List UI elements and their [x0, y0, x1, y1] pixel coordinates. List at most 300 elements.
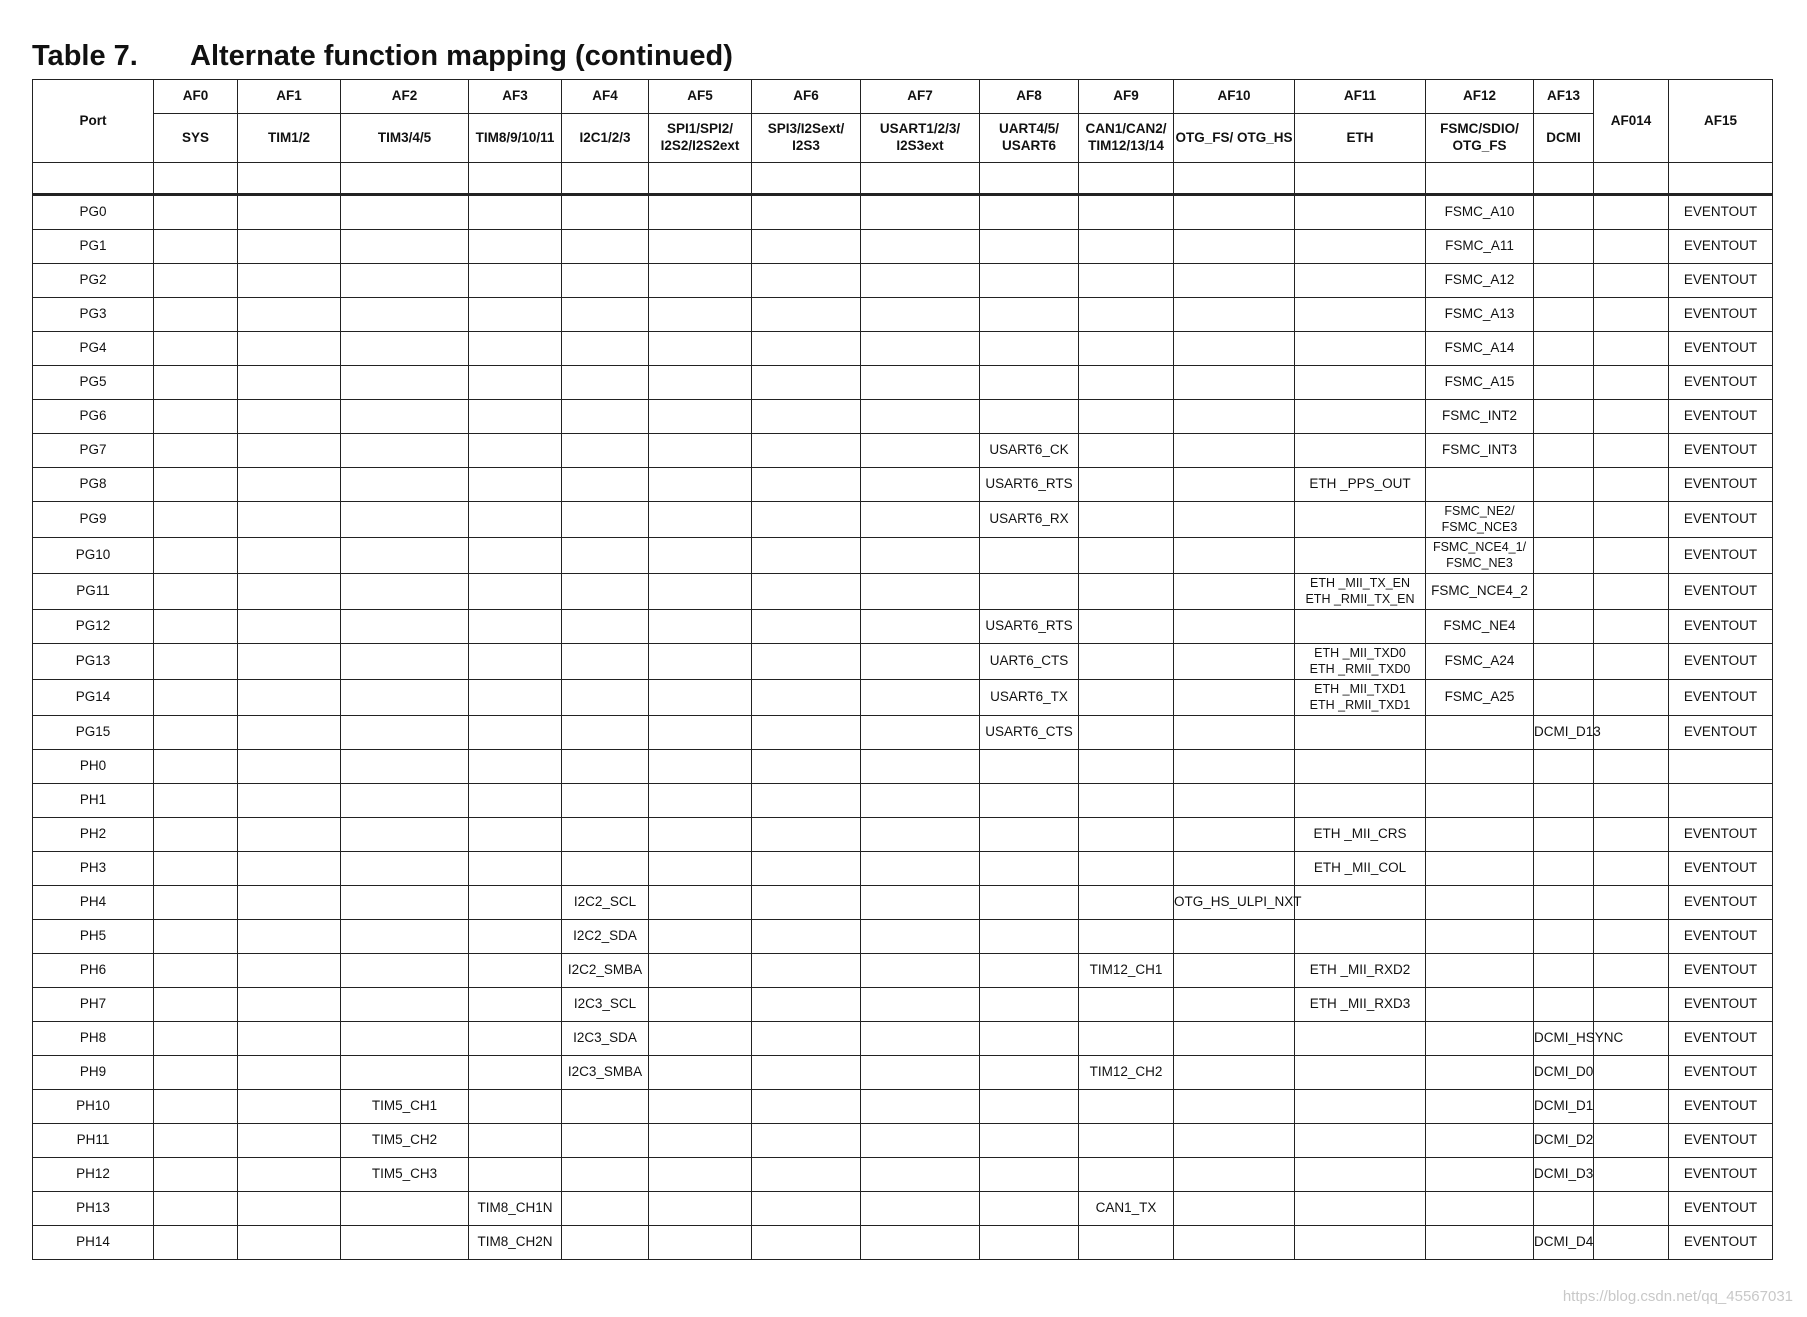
table-row: [33, 1090, 1773, 1124]
af10-cell: [1174, 784, 1295, 818]
blank-cell: [752, 163, 861, 195]
af10-cell: [1174, 400, 1295, 434]
af7-cell: [861, 502, 980, 538]
header-row-af: [33, 80, 1773, 114]
port-cell: PH3: [33, 852, 154, 886]
af3-cell: [469, 1022, 562, 1056]
header-function-af1: TIM1/2: [238, 114, 341, 163]
af6-cell: [752, 1192, 861, 1226]
af6-cell: [752, 644, 861, 680]
af8-cell: USART6_RX: [980, 502, 1079, 538]
af5-cell: [649, 852, 752, 886]
af1-cell: [238, 920, 341, 954]
table-row: [33, 230, 1773, 264]
af1-cell: [238, 400, 341, 434]
af6-cell: [752, 434, 861, 468]
table-row: [33, 400, 1773, 434]
af15-cell: EVENTOUT: [1669, 852, 1773, 886]
af2-cell: TIM5_CH2: [341, 1124, 469, 1158]
af15-cell: EVENTOUT: [1669, 195, 1773, 230]
af2-cell: TIM5_CH3: [341, 1158, 469, 1192]
af0-cell: [154, 434, 238, 468]
af9-cell: [1079, 784, 1174, 818]
blank-cell: [238, 163, 341, 195]
af2-cell: [341, 784, 469, 818]
af3-cell: [469, 195, 562, 230]
af8-cell: [980, 230, 1079, 264]
af4-cell: [562, 264, 649, 298]
af15-cell: EVENTOUT: [1669, 468, 1773, 502]
header-af-8: AF8: [980, 80, 1079, 114]
af5-cell: [649, 1090, 752, 1124]
af10-cell: [1174, 366, 1295, 400]
af15-cell: EVENTOUT: [1669, 886, 1773, 920]
af9-cell: [1079, 195, 1174, 230]
af3-cell: [469, 264, 562, 298]
table-caption: Alternate function mapping (continued): [190, 40, 733, 72]
af3-cell: [469, 502, 562, 538]
port-cell: PG2: [33, 264, 154, 298]
af3-cell: [469, 332, 562, 366]
af7-cell: [861, 230, 980, 264]
af3-cell: [469, 574, 562, 610]
af4-cell: [562, 818, 649, 852]
af7-cell: [861, 716, 980, 750]
af4-cell: [562, 1124, 649, 1158]
af12-cell: FSMC_NCE4_1/ FSMC_NE3: [1426, 538, 1534, 574]
af11-cell: [1295, 1124, 1426, 1158]
af2-cell: [341, 1022, 469, 1056]
af10-cell: [1174, 954, 1295, 988]
af7-cell: [861, 332, 980, 366]
header-function-af6: SPI3/I2Sext/ I2S3: [752, 114, 861, 163]
table-title: [32, 40, 733, 73]
af5-cell: [649, 1192, 752, 1226]
af13-cell: [1534, 468, 1594, 502]
af3-cell: [469, 298, 562, 332]
af7-cell: [861, 784, 980, 818]
header-function-af4: I2C1/2/3: [562, 114, 649, 163]
af10-cell: [1174, 332, 1295, 366]
af2-cell: [341, 852, 469, 886]
af11-cell: [1295, 264, 1426, 298]
af11-cell: [1295, 1226, 1426, 1260]
af6-cell: [752, 538, 861, 574]
af13-cell: [1534, 644, 1594, 680]
af1-cell: [238, 886, 341, 920]
header-af-11: AF11: [1295, 80, 1426, 114]
table-row: [33, 954, 1773, 988]
af4-cell: I2C2_SCL: [562, 886, 649, 920]
af12-cell: FSMC_INT2: [1426, 400, 1534, 434]
blank-cell: [33, 163, 154, 195]
af6-cell: [752, 954, 861, 988]
af14-cell: [1594, 784, 1669, 818]
table-row: [33, 818, 1773, 852]
blank-cell: [861, 163, 980, 195]
af8-cell: [980, 1090, 1079, 1124]
blank-cell: [469, 163, 562, 195]
af5-cell: [649, 920, 752, 954]
af11-cell: [1295, 400, 1426, 434]
af2-cell: [341, 610, 469, 644]
af0-cell: [154, 574, 238, 610]
header-af-10: AF10: [1174, 80, 1295, 114]
af5-cell: [649, 954, 752, 988]
af14-cell: [1594, 434, 1669, 468]
af7-cell: [861, 1124, 980, 1158]
af10-cell: [1174, 750, 1295, 784]
af10-cell: [1174, 1022, 1295, 1056]
af0-cell: [154, 852, 238, 886]
af7-cell: [861, 366, 980, 400]
af13-cell: DCMI_D2: [1534, 1124, 1594, 1158]
af13-cell: [1534, 298, 1594, 332]
af15-cell: EVENTOUT: [1669, 230, 1773, 264]
header-af-4: AF4: [562, 80, 649, 114]
blank-cell: [1426, 163, 1534, 195]
af5-cell: [649, 332, 752, 366]
port-cell: PH8: [33, 1022, 154, 1056]
af13-cell: DCMI_HSYNC: [1534, 1022, 1594, 1056]
af10-cell: [1174, 574, 1295, 610]
table-row: [33, 1124, 1773, 1158]
header-function-af10: OTG_FS/ OTG_HS: [1174, 114, 1295, 163]
af6-cell: [752, 1158, 861, 1192]
af4-cell: [562, 716, 649, 750]
af10-cell: [1174, 195, 1295, 230]
af0-cell: [154, 1158, 238, 1192]
af10-cell: [1174, 1090, 1295, 1124]
port-cell: PG12: [33, 610, 154, 644]
af13-cell: [1534, 1192, 1594, 1226]
af0-cell: [154, 644, 238, 680]
af1-cell: [238, 366, 341, 400]
af1-cell: [238, 750, 341, 784]
af0-cell: [154, 366, 238, 400]
af3-cell: TIM8_CH1N: [469, 1192, 562, 1226]
af2-cell: [341, 400, 469, 434]
af4-cell: [562, 538, 649, 574]
port-cell: PH7: [33, 988, 154, 1022]
table-row: [33, 680, 1773, 716]
af2-cell: [341, 468, 469, 502]
af2-cell: [341, 502, 469, 538]
af2-cell: [341, 988, 469, 1022]
af13-cell: [1534, 750, 1594, 784]
af6-cell: [752, 502, 861, 538]
table-row: [33, 988, 1773, 1022]
af9-cell: [1079, 332, 1174, 366]
af0-cell: [154, 1022, 238, 1056]
blank-cell: [154, 163, 238, 195]
af13-cell: DCMI_D4: [1534, 1226, 1594, 1260]
af9-cell: [1079, 818, 1174, 852]
af14-cell: [1594, 1124, 1669, 1158]
af4-cell: [562, 298, 649, 332]
af10-cell: [1174, 434, 1295, 468]
af10-cell: [1174, 230, 1295, 264]
af4-cell: [562, 750, 649, 784]
af7-cell: [861, 1158, 980, 1192]
af13-cell: [1534, 680, 1594, 716]
af5-cell: [649, 988, 752, 1022]
af4-cell: I2C2_SDA: [562, 920, 649, 954]
port-cell: PG6: [33, 400, 154, 434]
af1-cell: [238, 502, 341, 538]
af4-cell: [562, 784, 649, 818]
af2-cell: [341, 1192, 469, 1226]
af3-cell: [469, 988, 562, 1022]
af11-cell: ETH _PPS_OUT: [1295, 468, 1426, 502]
af8-cell: [980, 1192, 1079, 1226]
af12-cell: FSMC_NE2/ FSMC_NCE3: [1426, 502, 1534, 538]
af8-cell: [980, 784, 1079, 818]
table-row: [33, 920, 1773, 954]
af4-cell: [562, 1090, 649, 1124]
af5-cell: [649, 1022, 752, 1056]
af1-cell: [238, 264, 341, 298]
af13-cell: [1534, 434, 1594, 468]
af13-cell: [1534, 886, 1594, 920]
af8-cell: [980, 1158, 1079, 1192]
af10-cell: [1174, 988, 1295, 1022]
af13-cell: [1534, 818, 1594, 852]
af9-cell: [1079, 920, 1174, 954]
af14-cell: [1594, 230, 1669, 264]
af3-cell: [469, 750, 562, 784]
af10-cell: [1174, 716, 1295, 750]
table-row: [33, 298, 1773, 332]
af14-cell: [1594, 332, 1669, 366]
af7-cell: [861, 400, 980, 434]
af12-cell: FSMC_A25: [1426, 680, 1534, 716]
af12-cell: FSMC_INT3: [1426, 434, 1534, 468]
af5-cell: [649, 716, 752, 750]
af8-cell: USART6_TX: [980, 680, 1079, 716]
blank-cell: [341, 163, 469, 195]
af14-cell: [1594, 574, 1669, 610]
af9-cell: [1079, 1124, 1174, 1158]
af4-cell: [562, 610, 649, 644]
af11-cell: [1295, 366, 1426, 400]
af11-cell: ETH _MII_TX_EN ETH _RMII_TX_EN: [1295, 574, 1426, 610]
af3-cell: [469, 818, 562, 852]
af12-cell: FSMC_A14: [1426, 332, 1534, 366]
header-af-15: AF15: [1669, 80, 1773, 163]
table-row: [33, 332, 1773, 366]
af14-cell: [1594, 264, 1669, 298]
af10-cell: [1174, 644, 1295, 680]
af12-cell: FSMC_NE4: [1426, 610, 1534, 644]
af11-cell: [1295, 230, 1426, 264]
af3-cell: [469, 230, 562, 264]
port-cell: PH13: [33, 1192, 154, 1226]
af2-cell: [341, 750, 469, 784]
af10-cell: [1174, 298, 1295, 332]
af2-cell: [341, 332, 469, 366]
header-function-af0: SYS: [154, 114, 238, 163]
af9-cell: [1079, 264, 1174, 298]
af10-cell: [1174, 1192, 1295, 1226]
af2-cell: [341, 538, 469, 574]
af13-cell: [1534, 502, 1594, 538]
af15-cell: EVENTOUT: [1669, 1158, 1773, 1192]
af8-cell: [980, 750, 1079, 784]
af4-cell: [562, 400, 649, 434]
blank-cell: [1079, 163, 1174, 195]
af12-cell: FSMC_A13: [1426, 298, 1534, 332]
af6-cell: [752, 468, 861, 502]
af12-cell: [1426, 1090, 1534, 1124]
port-cell: PG13: [33, 644, 154, 680]
af1-cell: [238, 298, 341, 332]
af5-cell: [649, 1226, 752, 1260]
header-af-1: AF1: [238, 80, 341, 114]
af15-cell: [1669, 750, 1773, 784]
blank-cell: [562, 163, 649, 195]
af5-cell: [649, 1056, 752, 1090]
af2-cell: [341, 920, 469, 954]
af12-cell: [1426, 1158, 1534, 1192]
af10-cell: [1174, 852, 1295, 886]
af0-cell: [154, 920, 238, 954]
af14-cell: [1594, 400, 1669, 434]
port-cell: PH2: [33, 818, 154, 852]
af6-cell: [752, 366, 861, 400]
af9-cell: [1079, 230, 1174, 264]
af13-cell: [1534, 954, 1594, 988]
af15-cell: EVENTOUT: [1669, 1226, 1773, 1260]
af1-cell: [238, 332, 341, 366]
af0-cell: [154, 750, 238, 784]
blank-row: [33, 163, 1773, 195]
af6-cell: [752, 680, 861, 716]
af2-cell: [341, 818, 469, 852]
af15-cell: EVENTOUT: [1669, 920, 1773, 954]
af11-cell: ETH _MII_TXD0 ETH _RMII_TXD0: [1295, 644, 1426, 680]
af12-cell: [1426, 1124, 1534, 1158]
port-cell: PH6: [33, 954, 154, 988]
af11-cell: [1295, 1056, 1426, 1090]
af6-cell: [752, 1090, 861, 1124]
table-row: [33, 538, 1773, 574]
af1-cell: [238, 818, 341, 852]
af5-cell: [649, 574, 752, 610]
af5-cell: [649, 784, 752, 818]
af8-cell: USART6_CK: [980, 434, 1079, 468]
af7-cell: [861, 1226, 980, 1260]
af8-cell: USART6_RTS: [980, 610, 1079, 644]
af0-cell: [154, 1090, 238, 1124]
af11-cell: [1295, 332, 1426, 366]
af1-cell: [238, 644, 341, 680]
af2-cell: [341, 954, 469, 988]
af10-cell: [1174, 610, 1295, 644]
af9-cell: [1079, 716, 1174, 750]
port-cell: PH10: [33, 1090, 154, 1124]
port-cell: PH4: [33, 886, 154, 920]
af8-cell: [980, 366, 1079, 400]
blank-cell: [649, 163, 752, 195]
af15-cell: EVENTOUT: [1669, 1124, 1773, 1158]
af6-cell: [752, 264, 861, 298]
af3-cell: [469, 920, 562, 954]
af9-cell: [1079, 644, 1174, 680]
table-row: [33, 750, 1773, 784]
af3-cell: [469, 468, 562, 502]
af1-cell: [238, 1022, 341, 1056]
af2-cell: [341, 434, 469, 468]
af9-cell: TIM12_CH1: [1079, 954, 1174, 988]
header-af-3: AF3: [469, 80, 562, 114]
af15-cell: EVENTOUT: [1669, 716, 1773, 750]
port-cell: PH11: [33, 1124, 154, 1158]
af9-cell: [1079, 1158, 1174, 1192]
af9-cell: TIM12_CH2: [1079, 1056, 1174, 1090]
af9-cell: [1079, 680, 1174, 716]
header-function-af7: USART1/2/3/ I2S3ext: [861, 114, 980, 163]
af11-cell: [1295, 610, 1426, 644]
af5-cell: [649, 502, 752, 538]
af14-cell: [1594, 610, 1669, 644]
af1-cell: [238, 988, 341, 1022]
af6-cell: [752, 920, 861, 954]
af7-cell: [861, 434, 980, 468]
af11-cell: [1295, 502, 1426, 538]
af2-cell: [341, 680, 469, 716]
af2-cell: [341, 644, 469, 680]
af8-cell: [980, 298, 1079, 332]
af11-cell: [1295, 886, 1426, 920]
af5-cell: [649, 818, 752, 852]
af10-cell: [1174, 538, 1295, 574]
af11-cell: ETH _MII_CRS: [1295, 818, 1426, 852]
af3-cell: [469, 1090, 562, 1124]
af9-cell: [1079, 502, 1174, 538]
af7-cell: [861, 195, 980, 230]
af6-cell: [752, 574, 861, 610]
port-cell: PG3: [33, 298, 154, 332]
af14-cell: [1594, 716, 1669, 750]
af0-cell: [154, 195, 238, 230]
af5-cell: [649, 680, 752, 716]
af0-cell: [154, 230, 238, 264]
af15-cell: EVENTOUT: [1669, 574, 1773, 610]
af13-cell: [1534, 332, 1594, 366]
af5-cell: [649, 750, 752, 784]
af14-cell: [1594, 298, 1669, 332]
af8-cell: [980, 400, 1079, 434]
af4-cell: [562, 230, 649, 264]
af15-cell: EVENTOUT: [1669, 1022, 1773, 1056]
af6-cell: [752, 195, 861, 230]
port-cell: PH1: [33, 784, 154, 818]
af10-cell: [1174, 502, 1295, 538]
af12-cell: [1426, 1226, 1534, 1260]
port-cell: PG10: [33, 538, 154, 574]
af9-cell: [1079, 468, 1174, 502]
af10-cell: [1174, 1226, 1295, 1260]
af0-cell: [154, 716, 238, 750]
af13-cell: [1534, 264, 1594, 298]
af9-cell: [1079, 434, 1174, 468]
af12-cell: [1426, 1056, 1534, 1090]
af15-cell: [1669, 784, 1773, 818]
header-af-0: AF0: [154, 80, 238, 114]
af9-cell: [1079, 298, 1174, 332]
port-cell: PH14: [33, 1226, 154, 1260]
